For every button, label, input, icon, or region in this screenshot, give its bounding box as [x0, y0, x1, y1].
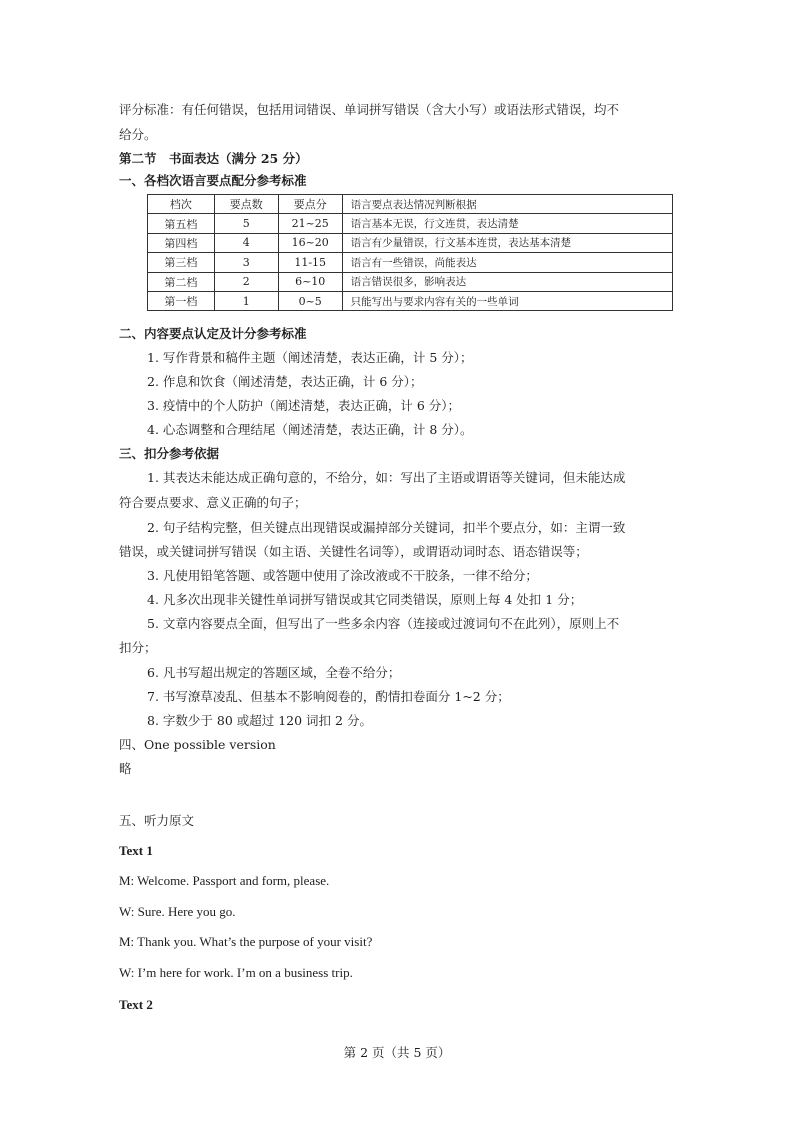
deduction-2a: 2. 句子结构完整，但关键点出现错误或漏掉部分关键词，扣半个要点分，如：主谓一致 — [147, 520, 626, 535]
table-cell-score: 0~5 — [278, 291, 342, 310]
dialogue-line: M: Thank you. What’s the purpose of your visit? — [119, 934, 373, 949]
table-cell-description: 语言有少量错误，行文基本连贯，表达基本清楚 — [342, 233, 672, 252]
dialogue-line: W: I’m here for work. I’m on a business trip. — [119, 965, 353, 980]
table-cell-points: 4 — [214, 233, 278, 252]
dialogue-line: W: Sure. Here you go. — [119, 904, 236, 919]
table-cell-level: 第一档 — [148, 291, 215, 310]
table-cell-description: 只能写出与要求内容有关的一些单词 — [342, 291, 672, 310]
table-cell-points: 1 — [214, 291, 278, 310]
dialogue-line: M: Welcome. Passport and form, please. — [119, 873, 330, 888]
text2-title: Text 2 — [119, 997, 153, 1012]
criteria-line-1: 评分标准：有任何错误，包括用词错误、单词拼写错误（含大小写）或语法形式错误，均不 — [119, 102, 620, 117]
table-row — [148, 253, 673, 272]
part4-title: 四、One possible version — [119, 737, 276, 752]
table-cell-level: 第四档 — [148, 233, 215, 252]
deduction-1b: 符合要点要求、意义正确的句子； — [119, 495, 307, 510]
criteria-line-2: 给分。 — [119, 127, 157, 142]
table-cell-description: 语言错误很多，影响表达 — [342, 272, 672, 291]
content-point-3: 3. 疫情中的个人防护（阐述清楚，表达正确，计 6 分）； — [147, 398, 461, 413]
content-point-4: 4. 心态调整和合理结尾（阐述清楚，表达正确，计 8 分）。 — [147, 422, 473, 437]
part1-title: 一、各档次语言要点配分参考标准 — [119, 173, 307, 188]
section2-title: 第二节 书面表达（满分 25 分） — [119, 151, 308, 166]
scoring-table — [147, 194, 673, 311]
table-header-cell: 要点分 — [278, 195, 342, 214]
content-point-2: 2. 作息和饮食（阐述清楚，表达正确，计 6 分）； — [147, 374, 423, 389]
table-header-cell: 要点数 — [214, 195, 278, 214]
part3-title: 三、扣分参考依据 — [119, 446, 220, 461]
part4-body: 略 — [119, 761, 132, 776]
table-cell-points: 2 — [214, 272, 278, 291]
table-cell-score: 21~25 — [278, 214, 342, 233]
deduction-3: 3. 凡使用铅笔答题、或答题中使用了涂改液或不干胶条，一律不给分； — [147, 568, 538, 583]
content-point-1: 1. 写作背景和稿件主题（阐述清楚，表达正确，计 5 分）； — [147, 350, 473, 365]
table-cell-description: 语言有一些错误，尚能表达 — [342, 253, 672, 272]
table-row — [148, 233, 673, 252]
deduction-6: 6. 凡书写超出规定的答题区域，全卷不给分； — [147, 665, 401, 680]
deduction-7: 7. 书写潦草凌乱、但基本不影响阅卷的，酌情扣卷面分 1~2 分； — [147, 689, 510, 704]
table-cell-points: 3 — [214, 253, 278, 272]
deduction-2b: 错误，或关键词拼写错误（如主语、关键性名词等），或谓语动词时态、语态错误等； — [119, 544, 588, 559]
deduction-5b: 扣分； — [119, 640, 157, 655]
table-row — [148, 272, 673, 291]
table-header-row — [148, 195, 673, 214]
table-cell-points: 5 — [214, 214, 278, 233]
table-cell-score: 11-15 — [278, 253, 342, 272]
part5-title: 五、听力原文 — [119, 813, 195, 828]
deduction-8: 8. 字数少于 80 或超过 120 词扣 2 分。 — [147, 713, 372, 728]
table-cell-level: 第三档 — [148, 253, 215, 272]
table-header-cell: 档次 — [148, 195, 215, 214]
part2-title: 二、内容要点认定及计分参考标准 — [119, 326, 307, 341]
table-header-cell: 语言要点表达情况判断根据 — [342, 195, 672, 214]
table-row — [148, 291, 673, 310]
table-cell-score: 6~10 — [278, 272, 342, 291]
table-cell-description: 语言基本无误，行文连贯，表达清楚 — [342, 214, 672, 233]
page-footer: 第 2 页（共 5 页） — [343, 1045, 451, 1060]
deduction-1a: 1. 其表达未能达成正确句意的，不给分，如：写出了主语或谓语等关键词，但未能达成 — [147, 470, 626, 485]
table-row — [148, 214, 673, 233]
deduction-4: 4. 凡多次出现非关键性单词拼写错误或其它同类错误，原则上每 4 处扣 1 分； — [147, 592, 583, 607]
text1-title: Text 1 — [119, 843, 153, 858]
table-cell-score: 16~20 — [278, 233, 342, 252]
deduction-5a: 5. 文章内容要点全面，但写出了一些多余内容（连接或过渡词句不在此列），原则上不 — [147, 616, 620, 631]
table-cell-level: 第二档 — [148, 272, 215, 291]
table-cell-level: 第五档 — [148, 214, 215, 233]
